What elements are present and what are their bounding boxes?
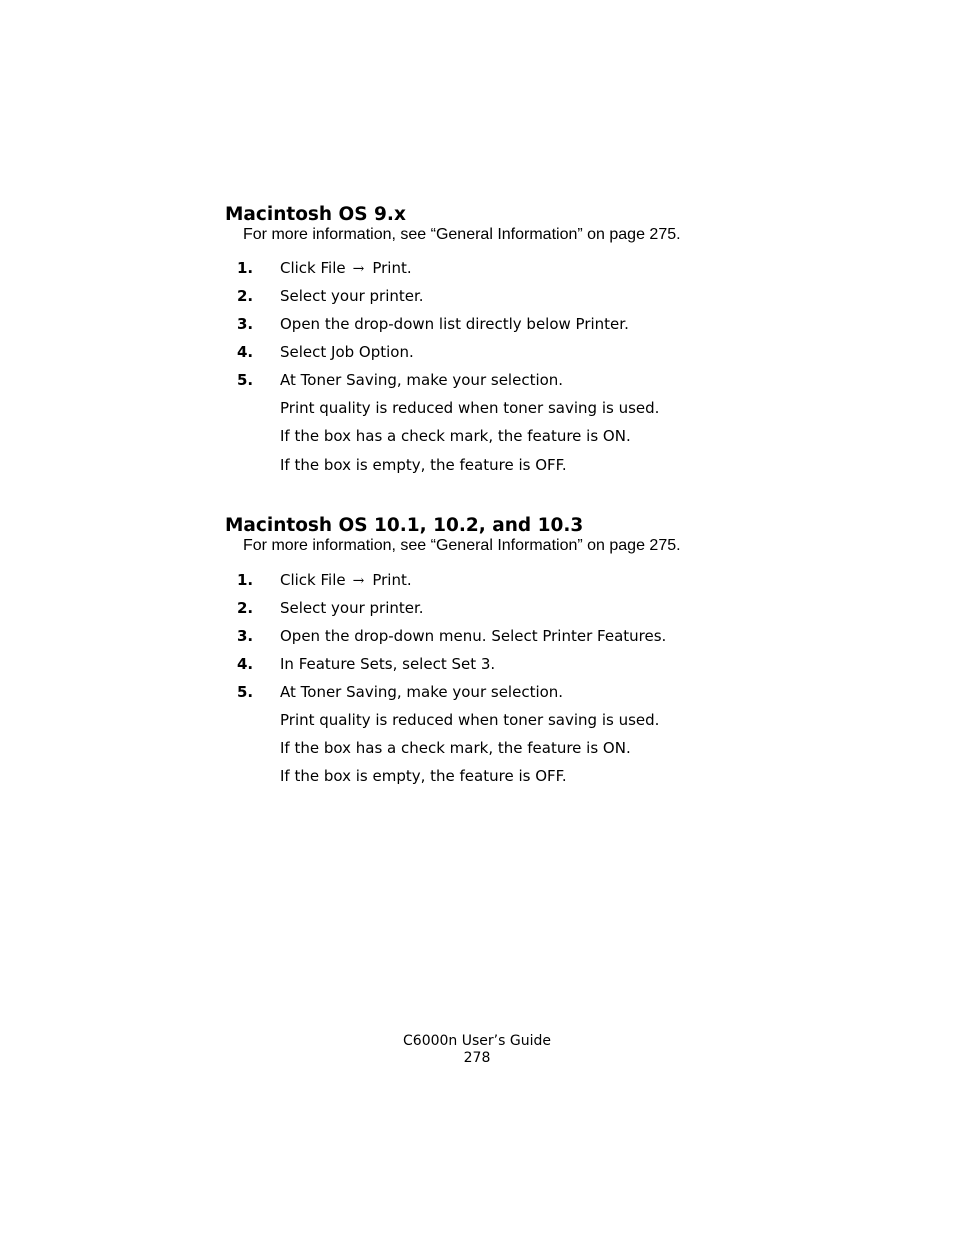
step-number: 3. xyxy=(237,315,254,333)
section-title: Macintosh OS 9.x xyxy=(225,204,406,225)
note-text: Print quality is reduced when toner saving is used. xyxy=(280,399,660,417)
more-info-text: For more information, see “General Information” on page 275. xyxy=(243,226,681,243)
step-text: At Toner Saving, make your selection. xyxy=(280,683,564,701)
right-arrow-icon: → xyxy=(352,573,365,589)
step-number: 4. xyxy=(237,655,254,673)
step-text: Select Job Option. xyxy=(280,343,414,361)
footer-page-number: 278 xyxy=(463,1050,491,1066)
note-text: If the box has a check mark, the feature is ON. xyxy=(280,427,631,445)
step-text-pre: Click File xyxy=(280,259,346,277)
section-title: Macintosh OS 10.1, 10.2, and 10.3 xyxy=(225,515,584,536)
step-text-post: Print. xyxy=(372,259,412,277)
more-info-text: For more information, see “General Information” on page 275. xyxy=(243,537,681,554)
section-mac-os-10 xyxy=(225,515,825,785)
step-text: Open the drop-down menu. Select Printer Features. xyxy=(280,627,667,645)
step-number: 2. xyxy=(237,599,254,617)
step-text: Select your printer. xyxy=(280,287,424,305)
step-number: 5. xyxy=(237,371,254,389)
section-mac-os-9 xyxy=(225,204,825,474)
note-text: If the box is empty, the feature is OFF. xyxy=(280,767,567,785)
right-arrow-icon: → xyxy=(352,261,365,277)
step-number: 1. xyxy=(237,259,254,277)
note-text: Print quality is reduced when toner saving is used. xyxy=(280,711,660,729)
step-number: 3. xyxy=(237,627,254,645)
step-number: 1. xyxy=(237,571,254,589)
step-text-post: Print. xyxy=(372,571,412,589)
step-number: 5. xyxy=(237,683,254,701)
step-text-pre: Click File xyxy=(280,571,346,589)
step-text: At Toner Saving, make your selection. xyxy=(280,371,564,389)
step-text: Select your printer. xyxy=(280,599,424,617)
step-text xyxy=(280,570,412,591)
footer-guide-title: C6000n User’s Guide xyxy=(403,1033,551,1049)
step-text xyxy=(280,258,412,279)
step-number: 2. xyxy=(237,287,254,305)
note-text: If the box has a check mark, the feature is ON. xyxy=(280,739,631,757)
note-text: If the box is empty, the feature is OFF. xyxy=(280,456,567,474)
step-number: 4. xyxy=(237,343,254,361)
step-text: Open the drop-down list directly below Printer. xyxy=(280,315,629,333)
step-text: In Feature Sets, select Set 3. xyxy=(280,655,496,673)
